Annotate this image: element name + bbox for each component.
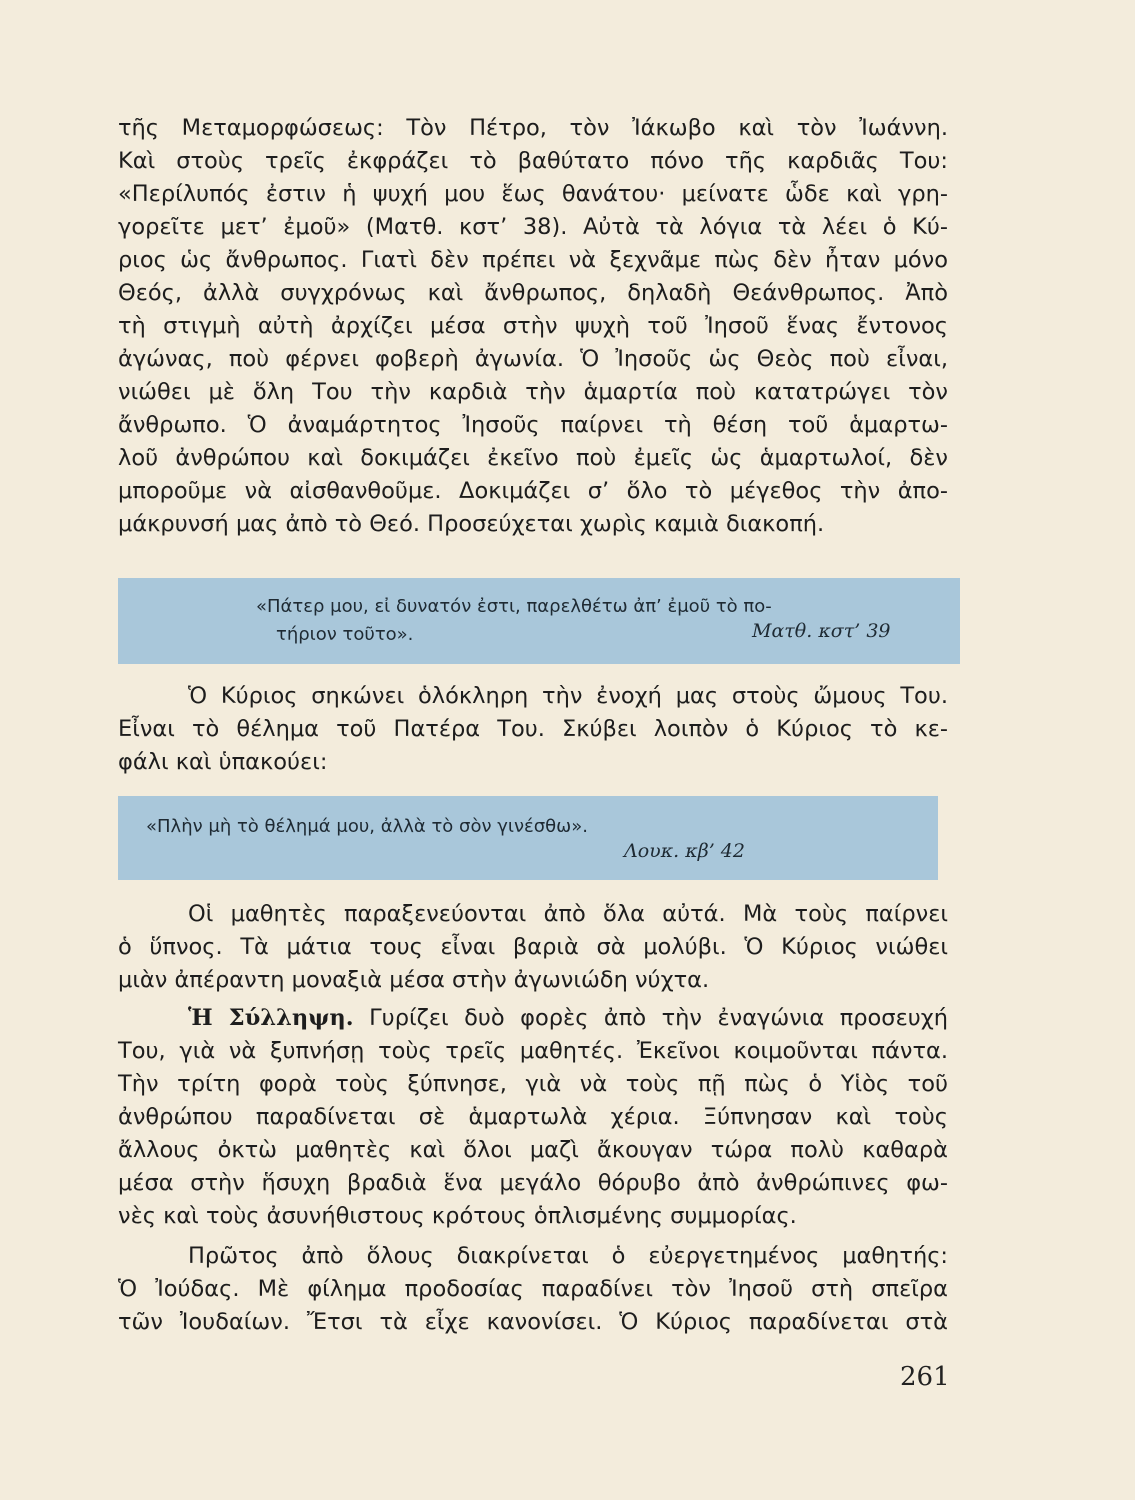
text-line: ριος ὡς ἄνθρωπος. Γιατὶ δὲν πρέπει νὰ ξεχνᾶμε πὼς δὲν ἦταν μόνο — [118, 247, 948, 273]
text-line: Του, γιὰ νὰ ξυπνήσῃ τοὺς τρεῖς μαθητές. Ἐκεῖνοι κοιμοῦνται πάντα. — [118, 1038, 948, 1064]
text-line: φάλι καὶ ὑπακούει: — [118, 749, 328, 775]
text-line: μποροῦμε νὰ αἰσθανθοῦμε. Δοκιμάζει σ’ ὅλο τὸ μέγεθος τὴν ἀπο- — [118, 478, 948, 504]
text-line: μέσα στὴν ἥσυχη βραδιὰ ἕνα μεγάλο θόρυβο ἀπὸ ἀνθρώπινες φω- — [118, 1170, 948, 1196]
text-line: Ὁ Κύριος σηκώνει ὁλόκληρη τὴν ἐνοχή μας στοὺς ὤμους Του. — [188, 683, 948, 709]
text-line: γορεῖτε μετ’ ἐμοῦ» (Ματθ. κστ’ 38). Αὐτὰ τὰ λόγια τὰ λέει ὁ Κύ- — [118, 214, 948, 240]
text-line: λοῦ ἀνθρώπου καὶ δοκιμάζει ἐκεῖνο ποὺ ἐμεῖς ὡς ἁμαρτωλοί, δὲν — [118, 445, 948, 471]
text-line: μάκρυνσή μας ἀπὸ τὸ Θεό. Προσεύχεται χωρὶς καμιὰ διακοπή. — [118, 511, 825, 537]
paragraph-4 — [118, 1002, 948, 1233]
text-line: Πρῶτος ἀπὸ ὅλους διακρίνεται ὁ εὐεργετημένος μαθητής: — [188, 1243, 948, 1269]
text-line: τὴ στιγμὴ αὐτὴ ἀρχίζει μέσα στὴν ψυχὴ τοῦ Ἰησοῦ ἕνας ἔντονος — [118, 313, 948, 339]
text-line: ἀνθρώπου παραδίνεται σὲ ἁμαρτωλὰ χέρια. Ξύπνησαν καὶ τοὺς — [118, 1104, 948, 1130]
text-line: Ὁ Ἰούδας. Μὲ φίλημα προδοσίας παραδίνει τὸν Ἰησοῦ στὴ σπεῖρα — [118, 1276, 948, 1302]
text-line: τῆς Μεταμορφώσεως: Τὸν Πέτρο, τὸν Ἰάκωβο καὶ τὸν Ἰωάννη. — [118, 115, 948, 141]
paragraph-5 — [118, 1240, 948, 1339]
quote-1-reference: Ματθ. κστ’ 39 — [752, 620, 891, 642]
text-line: ἀγώνας, ποὺ φέρνει φοβερὴ ἀγωνία. Ὁ Ἰησοῦς ὡς Θεὸς ποὺ εἶναι, — [118, 346, 948, 372]
quote-2-reference: Λουκ. κβ’ 42 — [624, 840, 745, 862]
text-line: «Περίλυπός ἐστιν ἡ ψυχή μου ἕως θανάτου· μείνατε ὧδε καὶ γρη- — [118, 181, 948, 207]
text-line: νιώθει μὲ ὅλη Του τὴν καρδιὰ τὴν ἁμαρτία ποὺ κατατρώγει τὸν — [118, 379, 948, 405]
heading-line-rest: Γυρίζει δυὸ φορὲς ἀπὸ τὴν ἐναγώνια προσευχή — [369, 1005, 949, 1031]
text-line: Οἱ μαθητὲς παραξενεύονται ἀπὸ ὅλα αὐτά. Μὰ τοὺς παίρνει — [188, 901, 948, 927]
page-number: 261 — [900, 1362, 950, 1392]
section-heading: Ἡ Σύλληψη. — [188, 1005, 354, 1031]
text-line: ὁ ὕπνος. Τὰ μάτια τους εἶναι βαριὰ σὰ μολύβι. Ὁ Κύριος νιώθει — [118, 934, 948, 960]
paragraph-1 — [118, 112, 948, 541]
paragraph-3 — [118, 898, 948, 997]
quote-1-line-1: «Πάτερ μου, εἰ δυνατόν ἐστι, παρελθέτω ἀπ’ ἐμοῦ τὸ πο- — [256, 596, 772, 617]
paragraph-2 — [118, 680, 948, 779]
text-line: ἄνθρωπο. Ὁ ἀναμάρτητος Ἰησοῦς παίρνει τὴ θέση τοῦ ἁμαρτω- — [118, 412, 948, 438]
text-line — [118, 1002, 948, 1035]
text-line: Εἶναι τὸ θέλημα τοῦ Πατέρα Του. Σκύβει λοιπὸν ὁ Κύριος τὸ κε- — [118, 716, 948, 742]
quote-2-line-1: «Πλὴν μὴ τὸ θέλημά μου, ἀλλὰ τὸ σὸν γινέσθω». — [146, 816, 588, 837]
quote-1-line-2: τήριον τοῦτο». — [276, 624, 414, 645]
text-line: μιὰν ἀπέραντη μοναξιὰ μέσα στὴν ἀγωνιώδη νύχτα. — [118, 967, 710, 993]
text-line: νὲς καὶ τοὺς ἀσυνήθιστους κρότους ὁπλισμένης συμμορίας. — [118, 1203, 797, 1229]
text-line: τῶν Ἰουδαίων. Ἔτσι τὰ εἶχε κανονίσει. Ὁ Κύριος παραδίνεται στὰ — [118, 1309, 948, 1335]
quote-box-1 — [118, 578, 960, 664]
text-line: Καὶ στοὺς τρεῖς ἐκφράζει τὸ βαθύτατο πόνο τῆς καρδιᾶς Του: — [118, 148, 948, 174]
text-line: Τὴν τρίτη φορὰ τοὺς ξύπνησε, γιὰ νὰ τοὺς πῇ πὼς ὁ Υἱὸς τοῦ — [118, 1071, 948, 1097]
quote-box-2 — [118, 796, 938, 880]
text-line: Θεός, ἀλλὰ συγχρόνως καὶ ἄνθρωπος, δηλαδὴ Θεάνθρωπος. Ἀπὸ — [118, 280, 948, 306]
text-line: ἄλλους ὀκτὼ μαθητὲς καὶ ὅλοι μαζὶ ἄκουγαν τώρα πολὺ καθαρὰ — [118, 1137, 948, 1163]
